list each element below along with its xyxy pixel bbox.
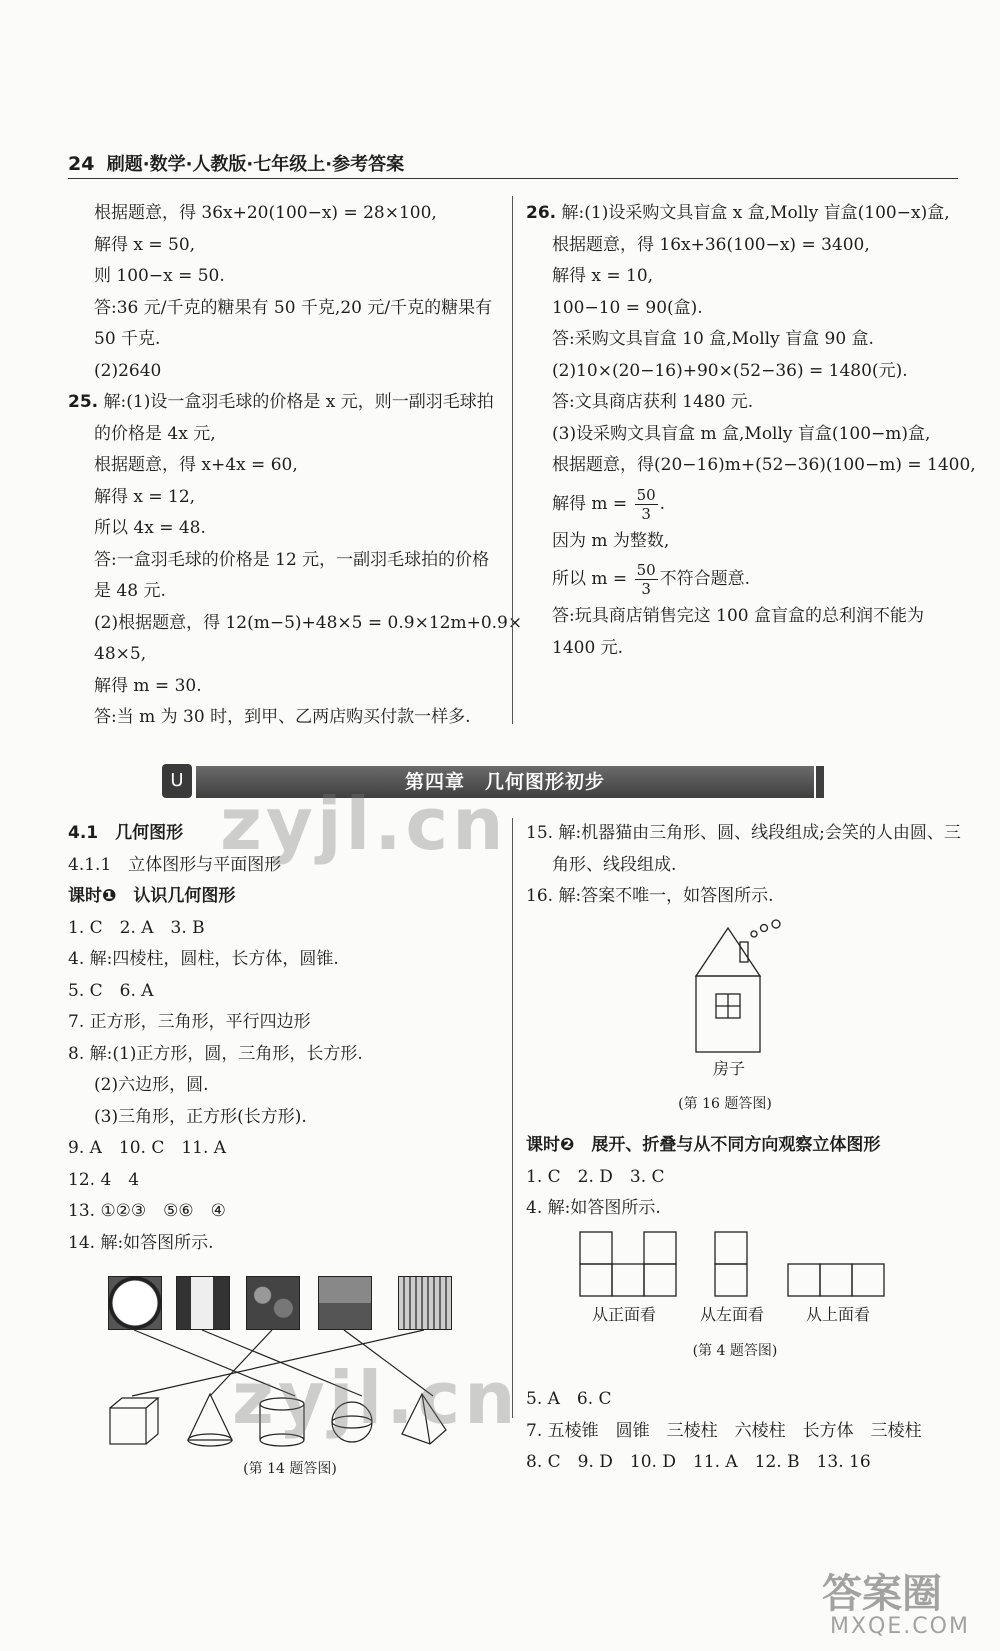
question-number: 26. xyxy=(526,203,557,223)
view-label-left: 从左面看 xyxy=(700,1305,765,1324)
cone-shape xyxy=(188,1394,232,1446)
text-line: 答:一盒羽毛球的价格是 12 元，一副羽毛球拍的价格 xyxy=(94,549,490,570)
text-fragment: . xyxy=(659,493,666,514)
lesson-heading: 课时❷ 展开、折叠与从不同方向观察立体图形 xyxy=(526,1135,881,1155)
text-fragment: 所以 m = xyxy=(552,569,628,589)
text-line: 48×5, xyxy=(94,644,147,664)
text-line: 解得 x = 50, xyxy=(94,234,196,255)
solve-line xyxy=(526,482,966,526)
text-line: 50 千克. xyxy=(94,329,161,349)
text-line: 根据题意，得 x+4x = 60, xyxy=(94,455,298,475)
text-line: 解:(1)设采购文具盲盒 x 盒,Molly 盲盒(100−x)盒, xyxy=(561,203,950,223)
soccer-ball-photo xyxy=(108,1276,162,1330)
view-label-top: 从上面看 xyxy=(806,1305,871,1324)
building-photo xyxy=(398,1276,452,1330)
text-line: 100−10 = 90(盒). xyxy=(552,297,703,318)
text-line: 1400 元. xyxy=(552,637,624,658)
answer-line: 5. A 6. C xyxy=(526,1389,612,1409)
answer-line: 8. C 9. D 10. D 11. A 12. B 13. 16 xyxy=(526,1452,871,1472)
smoke-circle xyxy=(751,931,757,937)
text-line: (2)2640 xyxy=(94,360,162,381)
answer-line: 1. C 2. D 3. C xyxy=(526,1166,665,1187)
question-25 xyxy=(68,387,494,419)
text-line: (2)10×(20−16)+90×(52−36) = 1480(元). xyxy=(552,360,908,381)
subsection-heading: 4.1.1 立体图形与平面图形 xyxy=(68,854,282,875)
answer-line: 14. 解:如答图所示. xyxy=(68,1232,214,1253)
text-line: 是 48 元. xyxy=(94,581,166,601)
answer-line: 1. C 2. A 3. B xyxy=(68,917,205,938)
answer-line: 16. 解:答案不唯一，如答图所示. xyxy=(526,886,774,906)
answer-line: 7. 五棱锥 圆锥 三棱柱 六棱柱 长方体 三棱柱 xyxy=(526,1420,922,1441)
right-top-block xyxy=(526,198,976,664)
section-heading: 4.1 几何图形 xyxy=(68,823,184,843)
question-26 xyxy=(526,198,966,230)
fraction xyxy=(635,561,658,598)
so-line xyxy=(526,557,966,601)
house-figure xyxy=(690,918,790,1068)
right-final-block xyxy=(526,1384,966,1479)
answer-line: 5. C 6. A xyxy=(68,980,154,1001)
text-fragment: 不符合题意. xyxy=(659,569,751,589)
text-line: 根据题意，得(20−16)m+(52−36)(100−m) = 1400, xyxy=(552,455,976,475)
fraction-numerator: 50 xyxy=(636,561,656,579)
answer-line: 4. 解:如答图所示. xyxy=(526,1198,661,1218)
answer-line: 15. 解:机器猫由三角形、圆、线段组成;会笑的人由圆、三 xyxy=(526,823,961,843)
text-line: 的价格是 4x 元, xyxy=(94,423,216,444)
text-line: 则 100−x = 50. xyxy=(94,266,225,286)
text-line: 答:采购文具盲盒 10 盒,Molly 盲盒 90 盒. xyxy=(552,329,874,349)
banner-tail xyxy=(816,766,824,798)
text-line: 因为 m 为整数, xyxy=(552,530,670,551)
watermark-text: zyjl.cn xyxy=(232,1356,520,1440)
answer-line: 7. 正方形，三角形，平行四边形 xyxy=(68,1012,311,1032)
text-line: 答:36 元/千克的糖果有 50 千克,20 元/千克的糖果有 xyxy=(94,297,493,318)
page-header xyxy=(68,150,958,179)
fraction-numerator: 50 xyxy=(636,485,656,504)
text-line: 答:当 m 为 30 时，到甲、乙两店购买付款一样多. xyxy=(94,707,471,727)
text-line: (2)根据题意，得 12(m−5)+48×5 = 0.9×12m+0.9× xyxy=(94,612,523,633)
figure-caption: (第 4 题答图) xyxy=(692,1343,778,1359)
page-number: 24 xyxy=(68,153,95,175)
question-number: 25. xyxy=(68,392,99,412)
cylinder-photo xyxy=(176,1276,230,1330)
figure-caption: (第 16 题答图) xyxy=(678,1096,772,1112)
chapter-banner: 第四章 几何图形初步 xyxy=(196,766,814,798)
answer-line: 角形、线段组成. xyxy=(552,854,677,875)
strawberries-photo xyxy=(246,1276,300,1330)
right-lesson2-block xyxy=(526,1130,966,1225)
pyramid-photo xyxy=(318,1276,372,1330)
text-line: (3)设采购文具盲盒 m 盒,Molly 盲盒(100−m)盒, xyxy=(552,423,931,444)
view-label-front: 从正面看 xyxy=(592,1305,657,1324)
watermark-text: zyjl.cn xyxy=(220,782,508,866)
text-fragment: 解得 m = xyxy=(552,493,628,514)
text-line: 所以 4x = 48. xyxy=(94,518,206,538)
right-bottom-block xyxy=(526,818,966,913)
text-line: 根据题意，得 16x+36(100−x) = 3400, xyxy=(552,234,870,255)
front-view xyxy=(580,1232,676,1296)
figure-caption: (第 14 题答图) xyxy=(243,1461,337,1477)
text-line: 解:(1)设一盒羽毛球的价格是 x 元，则一副羽毛球拍 xyxy=(103,392,494,412)
text-line: 答:文具商店获利 1480 元. xyxy=(552,392,754,412)
watermark-site: MXQE.COM xyxy=(830,1614,970,1639)
fraction xyxy=(635,486,658,523)
text-line: 根据题意，得 36x+20(100−x) = 28×100, xyxy=(94,203,437,223)
house-label: 房子 xyxy=(712,1059,745,1078)
smoke-circle xyxy=(761,925,768,932)
text-line: 解得 x = 10, xyxy=(552,266,654,286)
left-view xyxy=(715,1232,747,1296)
fraction-denominator: 3 xyxy=(641,504,651,523)
text-line: 答:玩具商店销售完这 100 盒盲盒的总利润不能为 xyxy=(552,606,924,626)
answer-line: 12. 4 4 xyxy=(68,1169,140,1190)
cube-shape xyxy=(110,1398,158,1444)
answer-line: 8. 解:(1)正方形，圆，三角形，长方形. xyxy=(68,1043,363,1064)
chapter-icon: U xyxy=(162,764,192,798)
fraction-denominator: 3 xyxy=(641,580,651,598)
lesson-heading: 课时❶ 认识几何图形 xyxy=(68,886,236,906)
answer-line: 13. ①②③ ⑤⑥ ④ xyxy=(68,1201,226,1221)
three-views-figure xyxy=(580,1232,900,1302)
answer-line: 4. 解:四棱柱，圆柱，长方体，圆锥. xyxy=(68,949,339,969)
header-title: 刷题·数学·人教版·七年级上·参考答案 xyxy=(106,154,405,175)
answer-line: 9. A 10. C 11. A xyxy=(68,1138,227,1158)
left-top-block xyxy=(68,198,523,734)
top-view xyxy=(788,1264,884,1296)
house-roof xyxy=(696,928,760,976)
text-line: 解得 x = 12, xyxy=(94,486,196,507)
answer-line: (2)六边形，圆. xyxy=(94,1075,209,1095)
text-line: 解得 m = 30. xyxy=(94,675,202,696)
watermark-logo: 答案圈 xyxy=(822,1571,942,1617)
left-bottom-block xyxy=(68,818,488,1259)
answer-line: (3)三角形，正方形(长方形). xyxy=(94,1106,307,1127)
column-divider xyxy=(512,818,513,1418)
smoke-circle xyxy=(772,920,780,928)
column-divider xyxy=(512,196,513,724)
